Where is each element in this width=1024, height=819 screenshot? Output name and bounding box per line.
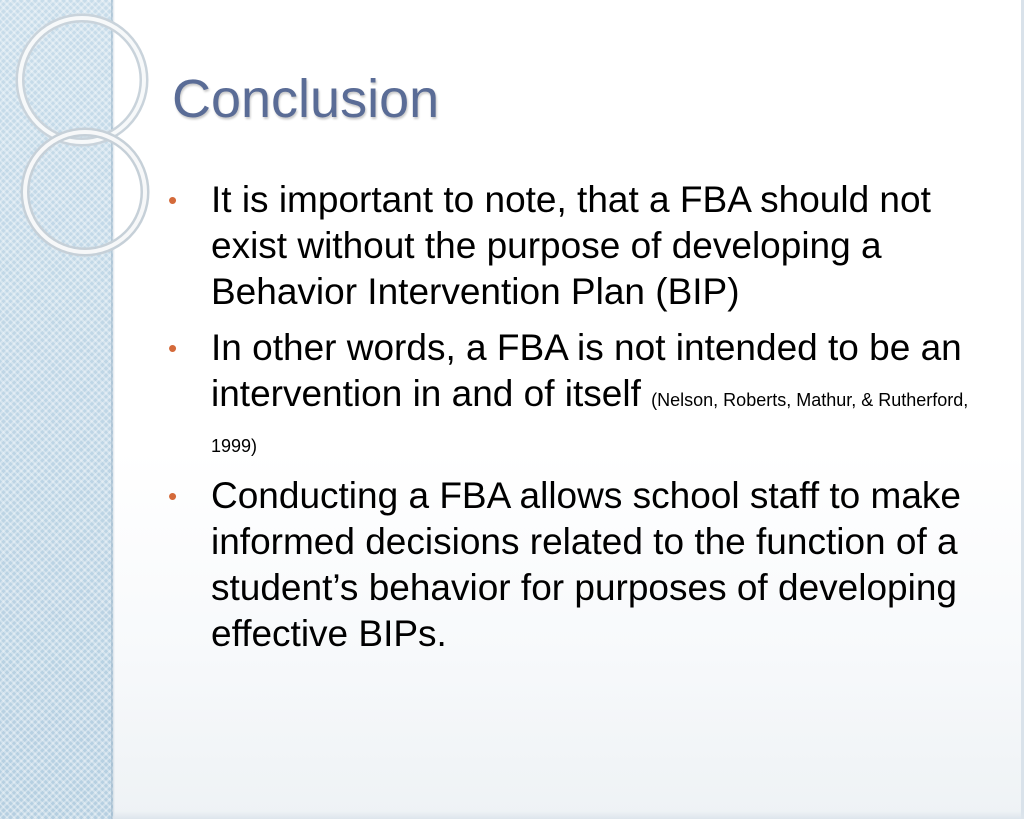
decorative-ring-small-highlight: [25, 132, 145, 252]
citation: (Nelson, Roberts, Mathur, & Rutherford, 1999): [211, 390, 969, 456]
bottom-stripe: [113, 811, 1024, 819]
bullet-marker: •: [168, 481, 178, 511]
bullet-marker: •: [168, 333, 178, 363]
slide-title: Conclusion: [172, 69, 440, 129]
bullet-item: [168, 473, 978, 657]
bullet-item: [168, 177, 978, 315]
decorative-ring-large-highlight: [20, 18, 144, 142]
bullet-marker: •: [168, 185, 178, 215]
bullet-text: It is important to note, that a FBA should not exist without the purpose of developing a Behavior Intervention Plan (BIP): [211, 179, 931, 312]
bullet-item: [168, 325, 978, 463]
bullet-text: In other words, a FBA is not intended to be an intervention in and of itself: [211, 327, 962, 414]
bullet-list: [168, 177, 978, 667]
bullet-text: Conducting a FBA allows school staff to make informed decisions related to the function of a student’s behavior for purposes of developing effective BIPs.: [211, 475, 961, 654]
